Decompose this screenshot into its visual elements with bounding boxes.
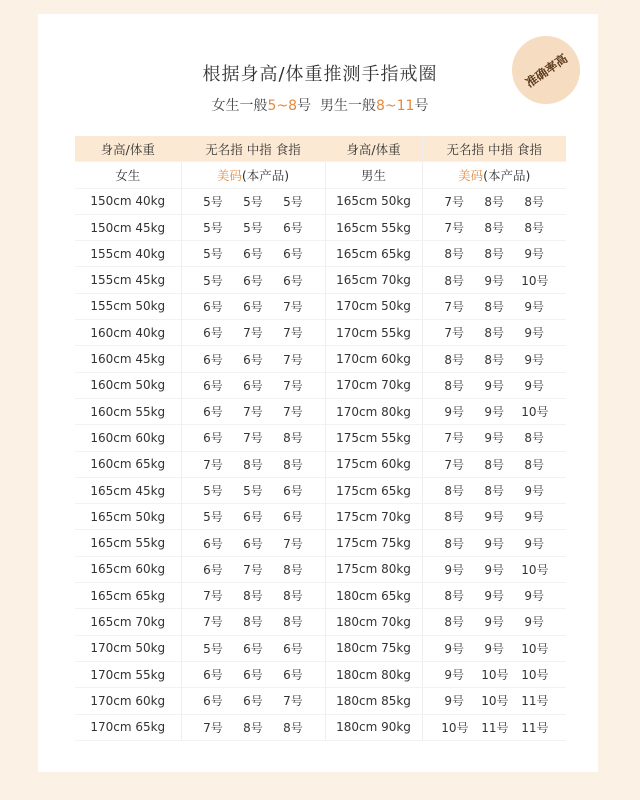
ring-finger-size: 6号 bbox=[203, 378, 223, 393]
middle-finger-size: 7号 bbox=[243, 431, 263, 446]
middle-finger-size: 6号 bbox=[243, 694, 263, 709]
male-height-weight: 175cm 75kg bbox=[325, 530, 422, 556]
male-sizes-values bbox=[423, 719, 567, 736]
ring-finger-size: 6号 bbox=[203, 405, 223, 420]
female-sizes bbox=[181, 714, 325, 740]
ring-finger-size: 9号 bbox=[444, 405, 465, 420]
index-finger-size: 6号 bbox=[283, 221, 303, 236]
ring-finger-size: 10号 bbox=[441, 720, 469, 735]
ring-finger-size: 7号 bbox=[444, 221, 465, 236]
index-finger-size: 9号 bbox=[524, 589, 545, 604]
male-sizes bbox=[422, 609, 566, 635]
middle-finger-size: 6号 bbox=[243, 378, 263, 393]
male-height-weight: 170cm 80kg bbox=[325, 398, 422, 424]
female-height-weight: 170cm 65kg bbox=[75, 714, 181, 740]
ring-finger-size: 8号 bbox=[444, 484, 465, 498]
middle-finger-size: 6号 bbox=[243, 352, 263, 367]
male-height-weight: 170cm 55kg bbox=[325, 320, 422, 346]
male-sizes-values bbox=[423, 298, 567, 315]
male-sizes bbox=[422, 688, 566, 714]
ring-finger-size: 6号 bbox=[203, 431, 223, 446]
subtitle-female-range: 5~8 bbox=[267, 98, 298, 114]
table-row bbox=[75, 635, 566, 661]
subheader-female-size-note: (本产品) bbox=[241, 167, 290, 183]
male-height-weight: 170cm 70kg bbox=[325, 372, 422, 398]
male-sizes bbox=[422, 398, 566, 424]
male-sizes-values bbox=[423, 272, 567, 289]
middle-finger-size: 9号 bbox=[484, 431, 505, 446]
female-sizes-values bbox=[182, 403, 325, 420]
female-height-weight: 170cm 55kg bbox=[75, 661, 181, 687]
index-finger-size: 8号 bbox=[283, 431, 303, 446]
middle-finger-size: 9号 bbox=[484, 378, 505, 393]
table-row bbox=[75, 714, 566, 740]
table-row bbox=[75, 530, 566, 556]
middle-finger-size: 9号 bbox=[484, 615, 505, 630]
male-sizes bbox=[422, 714, 566, 740]
male-sizes-values bbox=[423, 456, 567, 473]
female-height-weight: 170cm 50kg bbox=[75, 635, 181, 661]
female-height-weight: 160cm 45kg bbox=[75, 346, 181, 372]
index-finger-size: 9号 bbox=[524, 247, 545, 262]
male-height-weight: 165cm 65kg bbox=[325, 241, 422, 267]
female-sizes bbox=[181, 241, 325, 267]
middle-finger-size: 9号 bbox=[484, 536, 505, 551]
female-sizes bbox=[181, 504, 325, 530]
middle-finger-size: 9号 bbox=[484, 589, 505, 604]
female-height-weight: 165cm 65kg bbox=[75, 583, 181, 609]
index-finger-size: 9号 bbox=[524, 536, 545, 551]
female-sizes bbox=[181, 425, 325, 451]
female-height-weight: 165cm 55kg bbox=[75, 530, 181, 556]
male-sizes-values bbox=[423, 324, 567, 341]
male-height-weight: 165cm 70kg bbox=[325, 267, 422, 293]
female-sizes-values bbox=[182, 456, 325, 473]
middle-finger-size: 8号 bbox=[484, 352, 505, 367]
index-finger-size: 11号 bbox=[521, 720, 549, 735]
index-finger-size: 10号 bbox=[521, 641, 549, 656]
ring-finger-size: 5号 bbox=[203, 641, 223, 656]
male-sizes-values bbox=[423, 535, 567, 552]
index-finger-size: 11号 bbox=[521, 694, 549, 709]
index-finger-size: 8号 bbox=[283, 589, 303, 604]
middle-finger-size: 6号 bbox=[243, 247, 263, 262]
index-finger-size: 9号 bbox=[524, 615, 545, 630]
female-height-weight: 160cm 55kg bbox=[75, 398, 181, 424]
middle-finger-size: 8号 bbox=[484, 194, 505, 209]
ring-finger-size: 7号 bbox=[444, 326, 465, 341]
index-finger-size: 8号 bbox=[524, 431, 545, 446]
ring-finger-size: 9号 bbox=[444, 668, 465, 683]
ring-finger-size: 5号 bbox=[203, 510, 223, 525]
female-height-weight: 150cm 45kg bbox=[75, 214, 181, 240]
female-sizes-values bbox=[182, 193, 325, 210]
middle-finger-size: 8号 bbox=[484, 457, 505, 472]
male-height-weight: 170cm 50kg bbox=[325, 293, 422, 319]
ring-finger-size: 7号 bbox=[203, 589, 223, 604]
ring-finger-size: 6号 bbox=[203, 694, 223, 709]
table-row bbox=[75, 372, 566, 398]
index-finger-size: 9号 bbox=[524, 484, 545, 498]
subheader-female-size bbox=[181, 162, 325, 188]
middle-finger-size: 8号 bbox=[243, 589, 263, 604]
male-sizes-values bbox=[423, 613, 567, 630]
index-finger-size: 6号 bbox=[283, 641, 303, 656]
index-finger-size: 9号 bbox=[524, 510, 545, 525]
female-sizes-values bbox=[182, 351, 325, 368]
middle-finger-size: 6号 bbox=[243, 510, 263, 525]
female-sizes bbox=[181, 293, 325, 319]
subheader-female-size-highlight: 美码 bbox=[216, 167, 242, 183]
middle-finger-size: 6号 bbox=[243, 668, 263, 683]
header-female-height-weight: 身高/体重 bbox=[75, 136, 181, 162]
middle-finger-size: 8号 bbox=[243, 457, 263, 472]
header-male-fingers: 无名指 中指 食指 bbox=[422, 136, 566, 162]
accuracy-badge-label: 准确率高 bbox=[522, 50, 570, 90]
male-sizes-values bbox=[423, 219, 567, 236]
table-row bbox=[75, 661, 566, 687]
female-height-weight: 160cm 50kg bbox=[75, 372, 181, 398]
ring-finger-size: 5号 bbox=[203, 221, 223, 236]
female-height-weight: 170cm 60kg bbox=[75, 688, 181, 714]
header-male-height-weight: 身高/体重 bbox=[325, 136, 422, 162]
male-sizes bbox=[422, 661, 566, 687]
male-height-weight: 180cm 65kg bbox=[325, 583, 422, 609]
female-sizes-values bbox=[182, 640, 325, 657]
subtitle-male-range: 8~11 bbox=[376, 98, 415, 114]
male-sizes-values bbox=[423, 403, 567, 420]
index-finger-size: 6号 bbox=[283, 510, 303, 525]
index-finger-size: 7号 bbox=[283, 536, 303, 551]
index-finger-size: 6号 bbox=[283, 273, 303, 288]
table-row bbox=[75, 188, 566, 214]
index-finger-size: 8号 bbox=[283, 457, 303, 472]
ring-finger-size: 6号 bbox=[203, 668, 223, 683]
female-sizes-values bbox=[182, 298, 325, 315]
male-height-weight: 180cm 75kg bbox=[325, 635, 422, 661]
male-sizes-values bbox=[423, 587, 567, 604]
middle-finger-size: 9号 bbox=[484, 641, 505, 656]
ring-finger-size: 8号 bbox=[444, 510, 465, 525]
middle-finger-size: 7号 bbox=[243, 562, 263, 577]
index-finger-size: 9号 bbox=[524, 352, 545, 367]
female-sizes bbox=[181, 398, 325, 424]
index-finger-size: 9号 bbox=[524, 326, 545, 341]
table-row bbox=[75, 425, 566, 451]
male-height-weight: 175cm 65kg bbox=[325, 477, 422, 503]
female-sizes-values bbox=[182, 377, 325, 394]
index-finger-size: 8号 bbox=[283, 615, 303, 630]
male-sizes bbox=[422, 477, 566, 503]
female-height-weight: 165cm 45kg bbox=[75, 477, 181, 503]
ring-finger-size: 7号 bbox=[444, 194, 465, 209]
middle-finger-size: 8号 bbox=[484, 326, 505, 341]
middle-finger-size: 8号 bbox=[484, 299, 505, 314]
middle-finger-size: 6号 bbox=[243, 536, 263, 551]
subheader-male-size-note: (本产品) bbox=[483, 167, 531, 183]
ring-finger-size: 8号 bbox=[444, 615, 465, 630]
ring-finger-size: 8号 bbox=[444, 352, 465, 367]
index-finger-size: 9号 bbox=[524, 299, 545, 314]
male-sizes bbox=[422, 267, 566, 293]
female-sizes bbox=[181, 320, 325, 346]
male-sizes-values bbox=[423, 429, 567, 446]
subtitle-female-prefix: 女生一般 bbox=[211, 98, 268, 114]
middle-finger-size: 8号 bbox=[243, 720, 263, 735]
ring-finger-size: 7号 bbox=[444, 457, 465, 472]
female-sizes-values bbox=[182, 613, 325, 630]
ring-finger-size: 5号 bbox=[203, 247, 223, 262]
female-sizes-values bbox=[182, 219, 325, 236]
male-height-weight: 180cm 85kg bbox=[325, 688, 422, 714]
middle-finger-size: 7号 bbox=[243, 405, 263, 420]
female-sizes bbox=[181, 214, 325, 240]
middle-finger-size: 8号 bbox=[243, 615, 263, 630]
index-finger-size: 6号 bbox=[283, 484, 303, 498]
table-row bbox=[75, 688, 566, 714]
middle-finger-size: 9号 bbox=[484, 405, 505, 420]
middle-finger-size: 5号 bbox=[243, 194, 263, 209]
table-row bbox=[75, 504, 566, 530]
ring-finger-size: 9号 bbox=[444, 641, 465, 656]
male-height-weight: 175cm 70kg bbox=[325, 504, 422, 530]
subheader-male-size bbox=[422, 162, 566, 188]
male-height-weight: 170cm 60kg bbox=[325, 346, 422, 372]
index-finger-size: 7号 bbox=[283, 378, 303, 393]
male-height-weight: 180cm 90kg bbox=[325, 714, 422, 740]
ring-finger-size: 7号 bbox=[203, 615, 223, 630]
male-sizes-values bbox=[423, 692, 567, 709]
middle-finger-size: 9号 bbox=[484, 562, 505, 577]
middle-finger-size: 10号 bbox=[481, 668, 509, 683]
index-finger-size: 10号 bbox=[521, 562, 549, 577]
female-height-weight: 155cm 40kg bbox=[75, 241, 181, 267]
male-height-weight: 175cm 60kg bbox=[325, 451, 422, 477]
index-finger-size: 8号 bbox=[524, 221, 545, 236]
middle-finger-size: 9号 bbox=[484, 510, 505, 525]
table-row bbox=[75, 609, 566, 635]
female-sizes bbox=[181, 267, 325, 293]
ring-finger-size: 8号 bbox=[444, 536, 465, 551]
page-subtitle bbox=[0, 95, 640, 115]
table-row bbox=[75, 320, 566, 346]
female-sizes-values bbox=[182, 324, 325, 341]
table-row bbox=[75, 556, 566, 582]
index-finger-size: 8号 bbox=[283, 562, 303, 577]
subtitle-male-suffix: 号 bbox=[414, 98, 429, 114]
male-sizes-values bbox=[423, 561, 567, 578]
ring-size-table bbox=[75, 136, 566, 741]
female-sizes bbox=[181, 188, 325, 214]
middle-finger-size: 5号 bbox=[243, 484, 263, 498]
female-height-weight: 155cm 45kg bbox=[75, 267, 181, 293]
middle-finger-size: 8号 bbox=[484, 247, 505, 262]
female-sizes-values bbox=[182, 508, 325, 525]
ring-finger-size: 6号 bbox=[203, 536, 223, 551]
male-sizes-values bbox=[423, 377, 567, 394]
female-sizes bbox=[181, 583, 325, 609]
ring-finger-size: 6号 bbox=[203, 326, 223, 341]
index-finger-size: 9号 bbox=[524, 378, 545, 393]
male-sizes bbox=[422, 530, 566, 556]
female-height-weight: 165cm 70kg bbox=[75, 609, 181, 635]
ring-finger-size: 7号 bbox=[203, 720, 223, 735]
index-finger-size: 10号 bbox=[521, 668, 549, 683]
female-sizes-values bbox=[182, 587, 325, 604]
index-finger-size: 10号 bbox=[521, 273, 549, 288]
index-finger-size: 10号 bbox=[521, 405, 549, 420]
male-sizes bbox=[422, 372, 566, 398]
page-title: 根据身高/体重推测手指戒圈 bbox=[202, 64, 438, 85]
table-row bbox=[75, 583, 566, 609]
male-sizes-values bbox=[423, 508, 567, 525]
female-sizes bbox=[181, 346, 325, 372]
ring-finger-size: 9号 bbox=[444, 562, 465, 577]
middle-finger-size: 7号 bbox=[243, 326, 263, 341]
male-sizes bbox=[422, 504, 566, 530]
male-sizes bbox=[422, 214, 566, 240]
index-finger-size: 8号 bbox=[524, 194, 545, 209]
ring-finger-size: 7号 bbox=[203, 457, 223, 472]
male-height-weight: 175cm 55kg bbox=[325, 425, 422, 451]
male-sizes-values bbox=[423, 482, 567, 499]
male-sizes-values bbox=[423, 351, 567, 368]
ring-finger-size: 5号 bbox=[203, 273, 223, 288]
ring-finger-size: 8号 bbox=[444, 273, 465, 288]
ring-finger-size: 6号 bbox=[203, 562, 223, 577]
index-finger-size: 7号 bbox=[283, 694, 303, 709]
female-sizes-values bbox=[182, 245, 325, 262]
female-sizes-values bbox=[182, 429, 325, 446]
female-sizes bbox=[181, 372, 325, 398]
index-finger-size: 6号 bbox=[283, 668, 303, 683]
female-sizes bbox=[181, 556, 325, 582]
male-sizes-values bbox=[423, 193, 567, 210]
index-finger-size: 7号 bbox=[283, 405, 303, 420]
female-sizes bbox=[181, 609, 325, 635]
index-finger-size: 5号 bbox=[283, 194, 303, 209]
female-sizes-values bbox=[182, 666, 325, 683]
middle-finger-size: 8号 bbox=[484, 221, 505, 236]
middle-finger-size: 9号 bbox=[484, 273, 505, 288]
female-sizes-values bbox=[182, 482, 325, 499]
table-row bbox=[75, 346, 566, 372]
female-sizes bbox=[181, 635, 325, 661]
table-subheader-row bbox=[75, 162, 566, 188]
ring-finger-size: 7号 bbox=[444, 431, 465, 446]
male-sizes bbox=[422, 635, 566, 661]
male-sizes bbox=[422, 241, 566, 267]
table-row bbox=[75, 293, 566, 319]
subheader-female: 女生 bbox=[75, 162, 181, 188]
female-sizes-values bbox=[182, 719, 325, 736]
ring-finger-size: 6号 bbox=[203, 352, 223, 367]
middle-finger-size: 5号 bbox=[243, 221, 263, 236]
male-sizes-values bbox=[423, 245, 567, 262]
ring-finger-size: 8号 bbox=[444, 378, 465, 393]
male-height-weight: 165cm 55kg bbox=[325, 214, 422, 240]
ring-finger-size: 8号 bbox=[444, 589, 465, 604]
female-sizes bbox=[181, 661, 325, 687]
ring-finger-size: 8号 bbox=[444, 247, 465, 262]
female-height-weight: 160cm 40kg bbox=[75, 320, 181, 346]
male-height-weight: 180cm 80kg bbox=[325, 661, 422, 687]
male-sizes-values bbox=[423, 666, 567, 683]
middle-finger-size: 6号 bbox=[243, 641, 263, 656]
female-sizes-values bbox=[182, 561, 325, 578]
male-sizes bbox=[422, 425, 566, 451]
male-sizes bbox=[422, 583, 566, 609]
female-height-weight: 165cm 50kg bbox=[75, 504, 181, 530]
subheader-male: 男生 bbox=[325, 162, 422, 188]
female-height-weight: 160cm 60kg bbox=[75, 425, 181, 451]
male-sizes bbox=[422, 346, 566, 372]
ring-finger-size: 6号 bbox=[203, 299, 223, 314]
male-height-weight: 165cm 50kg bbox=[325, 188, 422, 214]
table-row bbox=[75, 214, 566, 240]
middle-finger-size: 11号 bbox=[481, 720, 509, 735]
index-finger-size: 6号 bbox=[283, 247, 303, 262]
female-height-weight: 155cm 50kg bbox=[75, 293, 181, 319]
male-height-weight: 180cm 70kg bbox=[325, 609, 422, 635]
index-finger-size: 8号 bbox=[524, 457, 545, 472]
female-sizes bbox=[181, 477, 325, 503]
index-finger-size: 7号 bbox=[283, 299, 303, 314]
middle-finger-size: 10号 bbox=[481, 694, 509, 709]
ring-finger-size: 5号 bbox=[203, 194, 223, 209]
index-finger-size: 7号 bbox=[283, 352, 303, 367]
ring-finger-size: 7号 bbox=[444, 299, 465, 314]
subheader-male-size-highlight: 美码 bbox=[458, 167, 484, 183]
table-row bbox=[75, 477, 566, 503]
table-row bbox=[75, 451, 566, 477]
male-sizes bbox=[422, 320, 566, 346]
table-row bbox=[75, 398, 566, 424]
female-sizes bbox=[181, 451, 325, 477]
middle-finger-size: 8号 bbox=[484, 484, 505, 498]
female-sizes bbox=[181, 530, 325, 556]
male-sizes-values bbox=[423, 640, 567, 657]
ring-finger-size: 5号 bbox=[203, 484, 223, 498]
table-row bbox=[75, 241, 566, 267]
male-sizes bbox=[422, 188, 566, 214]
table-row bbox=[75, 267, 566, 293]
female-height-weight: 160cm 65kg bbox=[75, 451, 181, 477]
ring-finger-size: 9号 bbox=[444, 694, 465, 709]
female-sizes-values bbox=[182, 535, 325, 552]
index-finger-size: 8号 bbox=[283, 720, 303, 735]
middle-finger-size: 6号 bbox=[243, 273, 263, 288]
male-sizes bbox=[422, 451, 566, 477]
male-sizes bbox=[422, 293, 566, 319]
header-female-fingers: 无名指 中指 食指 bbox=[181, 136, 325, 162]
male-sizes bbox=[422, 556, 566, 582]
male-height-weight: 175cm 80kg bbox=[325, 556, 422, 582]
female-sizes-values bbox=[182, 272, 325, 289]
table-header-row bbox=[75, 136, 566, 162]
subtitle-female-suffix: 号 男生一般 bbox=[297, 98, 376, 114]
female-height-weight: 165cm 60kg bbox=[75, 556, 181, 582]
female-sizes bbox=[181, 688, 325, 714]
index-finger-size: 7号 bbox=[283, 326, 303, 341]
female-sizes-values bbox=[182, 692, 325, 709]
middle-finger-size: 6号 bbox=[243, 299, 263, 314]
female-height-weight: 150cm 40kg bbox=[75, 188, 181, 214]
